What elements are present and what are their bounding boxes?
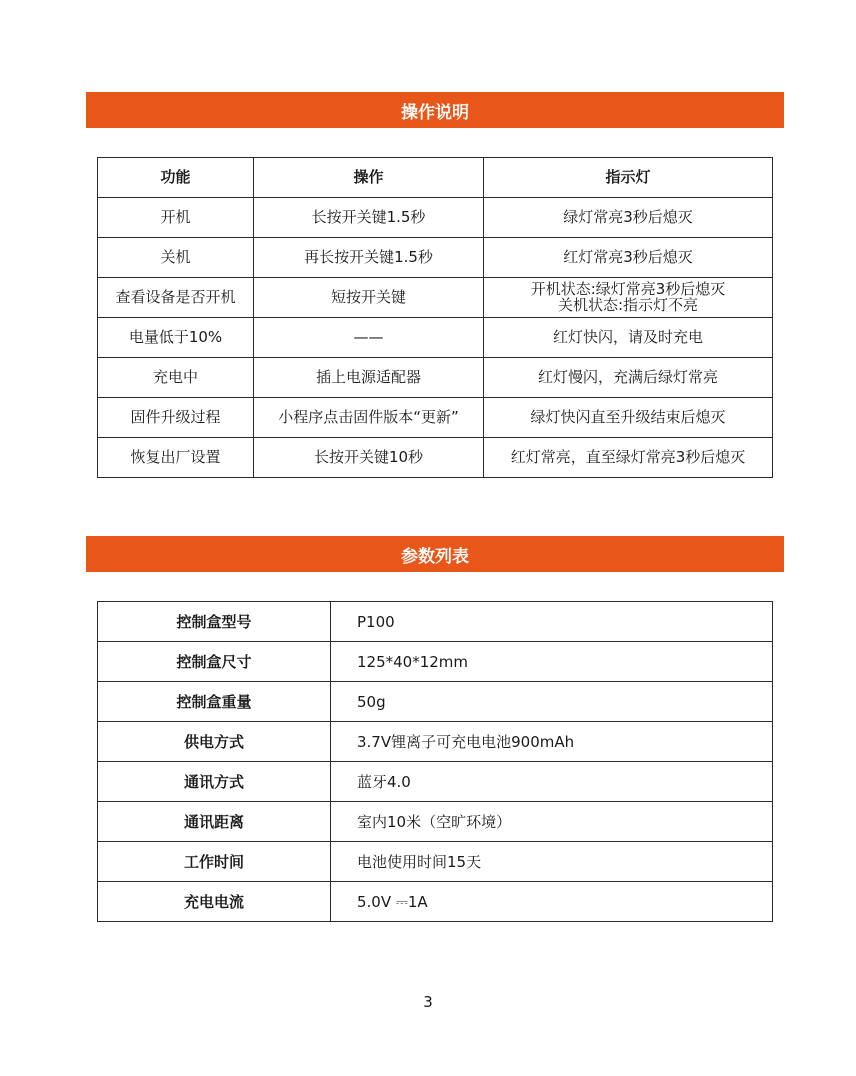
- function-cell: 固件升级过程: [98, 398, 254, 438]
- header-cell-indicator: 指示灯: [484, 158, 773, 198]
- section-title-parameters: 参数列表: [401, 546, 469, 567]
- parameters-table: [97, 601, 773, 922]
- param-value: 125*40*12mm: [331, 642, 773, 682]
- param-key: 通讯方式: [98, 762, 331, 802]
- table-row: [98, 882, 773, 922]
- table-row: [98, 318, 773, 358]
- table-row: [98, 842, 773, 882]
- indicator-line-on: 开机状态:绿灯常亮3秒后熄灭: [530, 279, 726, 298]
- param-key: 充电电流: [98, 882, 331, 922]
- function-cell: 关机: [98, 238, 254, 278]
- param-key: 通讯距离: [98, 802, 331, 842]
- operation-cell: 长按开关键1.5秒: [254, 198, 484, 238]
- param-value: 3.7V锂离子可充电电池900mAh: [331, 722, 773, 762]
- operation-cell: 插上电源适配器: [254, 358, 484, 398]
- indicator-cell: 红灯常亮3秒后熄灭: [484, 238, 773, 278]
- table-row: [98, 682, 773, 722]
- table-row: [98, 398, 773, 438]
- param-key: 工作时间: [98, 842, 331, 882]
- param-value: 室内10米（空旷环境）: [331, 802, 773, 842]
- section-banner-operations: [86, 92, 784, 128]
- page-number: 3: [423, 993, 433, 1011]
- table-row: [98, 642, 773, 682]
- table-row: [98, 722, 773, 762]
- section-title-operations: 操作说明: [401, 102, 469, 123]
- param-key: 控制盒尺寸: [98, 642, 331, 682]
- table-row: [98, 438, 773, 478]
- operation-cell: 短按开关键: [254, 278, 484, 318]
- function-cell: 开机: [98, 198, 254, 238]
- param-key: 控制盒重量: [98, 682, 331, 722]
- indicator-cell: [484, 278, 773, 318]
- function-cell: 恢复出厂设置: [98, 438, 254, 478]
- section-banner-parameters: [86, 536, 784, 572]
- table-row: [98, 802, 773, 842]
- header-cell-function: 功能: [98, 158, 254, 198]
- param-key: 控制盒型号: [98, 602, 331, 642]
- table-row: [98, 762, 773, 802]
- param-value: 电池使用时间15天: [331, 842, 773, 882]
- operation-cell: 再长按开关键1.5秒: [254, 238, 484, 278]
- param-value: 50g: [331, 682, 773, 722]
- table-row: [98, 238, 773, 278]
- param-value: 蓝牙4.0: [331, 762, 773, 802]
- indicator-cell: 绿灯快闪直至升级结束后熄灭: [484, 398, 773, 438]
- indicator-line-off: 关机状态:指示灯不亮: [557, 295, 699, 314]
- param-key: 供电方式: [98, 722, 331, 762]
- param-value: P100: [331, 602, 773, 642]
- function-cell: 充电中: [98, 358, 254, 398]
- function-cell: 电量低于10%: [98, 318, 254, 358]
- param-value: 5.0V ⎓1A: [331, 882, 773, 922]
- table-header-row: [98, 158, 773, 198]
- operation-cell: ——: [254, 318, 484, 358]
- function-cell: 查看设备是否开机: [98, 278, 254, 318]
- indicator-cell: 红灯常亮，直至绿灯常亮3秒后熄灭: [484, 438, 773, 478]
- table-row: [98, 278, 773, 318]
- table-row: [98, 602, 773, 642]
- operation-cell: 小程序点击固件版本“更新”: [254, 398, 484, 438]
- operations-table: [97, 157, 773, 478]
- indicator-cell: 红灯慢闪，充满后绿灯常亮: [484, 358, 773, 398]
- indicator-cell: 绿灯常亮3秒后熄灭: [484, 198, 773, 238]
- indicator-cell: 红灯快闪，请及时充电: [484, 318, 773, 358]
- table-row: [98, 358, 773, 398]
- operation-cell: 长按开关键10秒: [254, 438, 484, 478]
- table-row: [98, 198, 773, 238]
- header-cell-operation: 操作: [254, 158, 484, 198]
